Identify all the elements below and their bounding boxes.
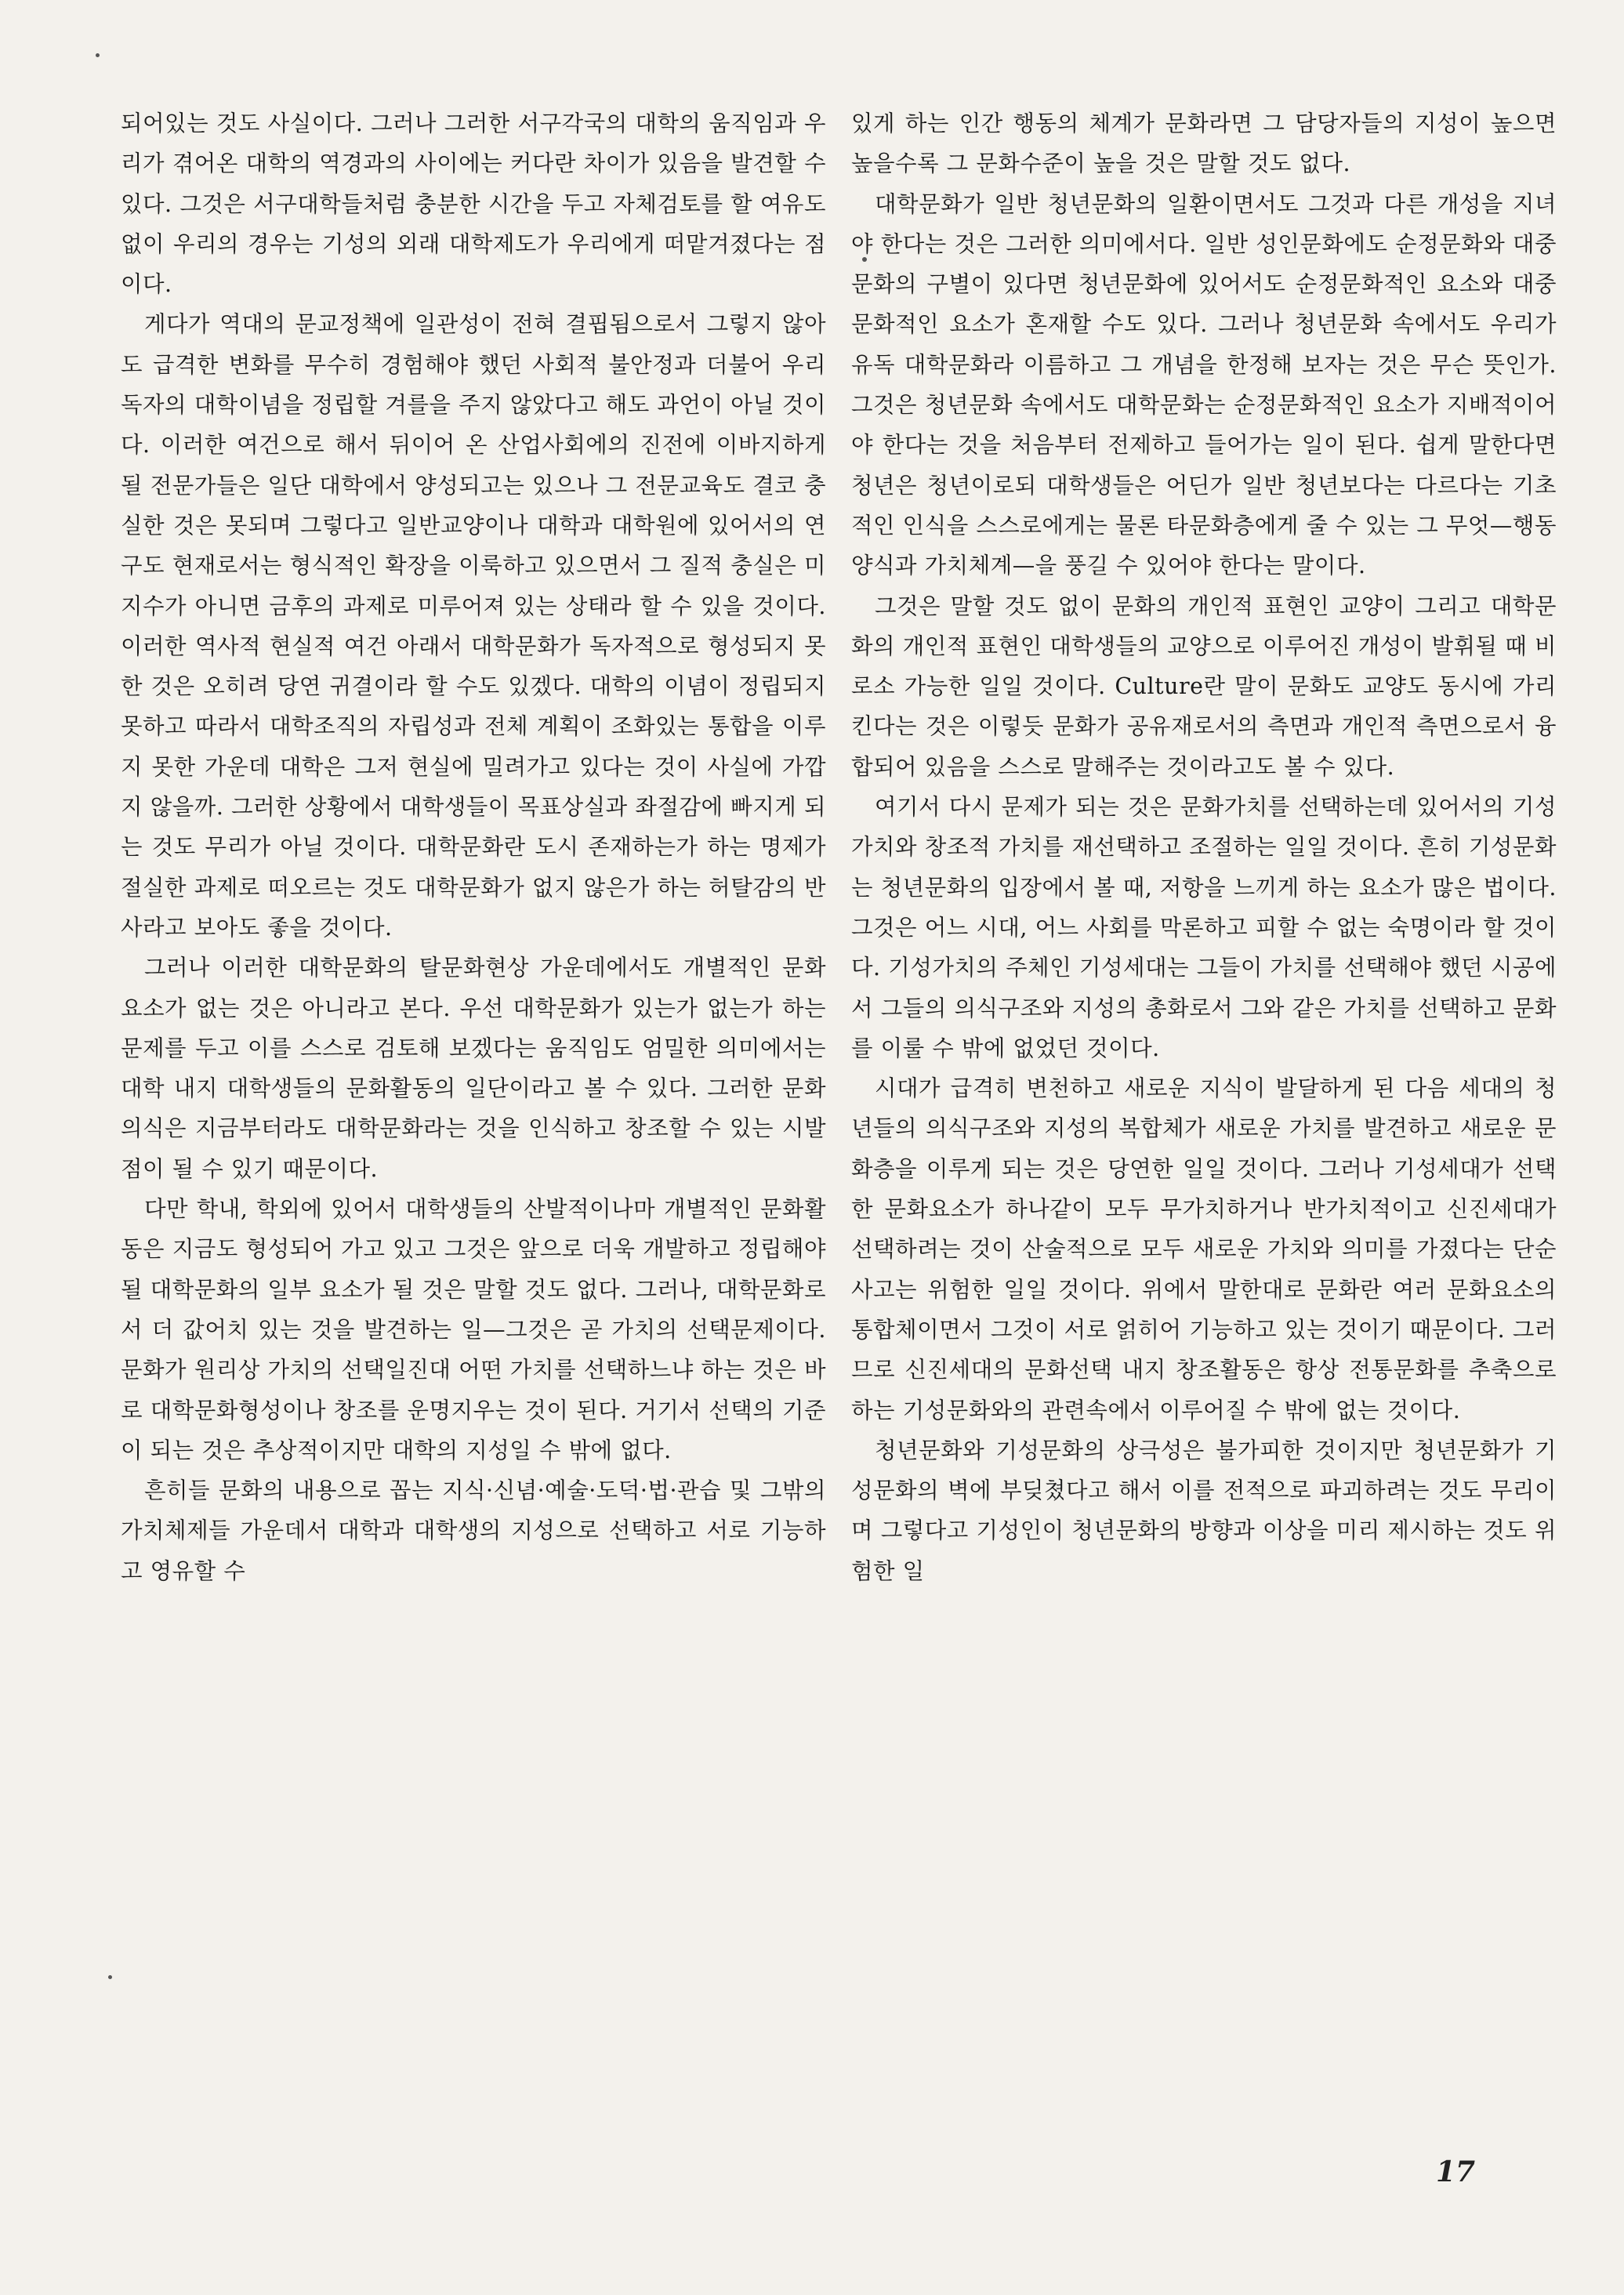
right-column [851, 103, 1557, 2157]
left-column [121, 103, 826, 2157]
paragraph: 게다가 역대의 문교정책에 일관성이 전혀 결핍됨으로서 그렇지 않아도 급격한 변화를 무수히 경험해야 했던 사회적 불안정과 더불어 우리 독자의 대학이념을 정립할 겨를을 주지 않았다고 해도 과언이 아닐 것이다. 이러한 여건으로 해서 뒤이어 온 산업사회에의 진전에 이바지하게 될 전문가들은 일단 대학에서 양성되고는 있으나 그 전문교육도 결코 충실한 것은 못되며 그렇다고 일반교양이나 대학과 대학원에 있어서의 연구도 현재로서는 형식적인 확장을 이룩하고 있으면서 그 질적 충실은 미지수가 아니면 금후의 과제로 미루어져 있는 상태라 할 수 있을 것이다. 이러한 역사적 현실적 여건 아래서 대학문화가 독자적으로 형성되지 못한 것은 오히려 당연 귀결이라 할 수도 있겠다. 대학의 이념이 정립되지 못하고 따라서 대학조직의 자립성과 전체 계획이 조화있는 통합을 이루지 못한 가운데 대학은 그저 현실에 밀려가고 있다는 것이 사실에 가깝지 않을까. 그러한 상황에서 대학생들이 목표상실과 좌절감에 빠지게 되는 것도 무리가 아닐 것이다. 대학문화란 도시 존재하는가 하는 명제가 절실한 과제로 떠오르는 것도 대학문화가 없지 않은가 하는 허탈감의 반사라고 보아도 좋을 것이다. [121, 311, 826, 941]
scan-speck [108, 1975, 112, 1979]
paragraph: 청년문화와 기성문화의 상극성은 불가피한 것이지만 청년문화가 기성문화의 벽에 부딪쳤다고 해서 이를 전적으로 파괴하려는 것도 무리이며 그렇다고 기성인이 청년문화의 방향과 이상을 미리 제시하는 것도 위험한 일 [851, 1437, 1557, 1584]
scan-speck [96, 53, 100, 57]
page-number: 17 [1436, 2155, 1476, 2188]
scan-speck [862, 257, 867, 262]
paragraph: 그것은 말할 것도 없이 문화의 개인적 표현인 교양이 그리고 대학문화의 개인적 표현인 대학생들의 교양으로 이루어진 개성이 발휘될 때 비로소 가능한 일일 것이다. Culture란 말이 문화도 교양도 동시에 가리킨다는 것은 이렇듯 문화가 공유재로서의 측면과 개인적 측면으로서 융합되어 있음을 스스로 말해주는 것이라고도 볼 수 있다. [851, 593, 1557, 780]
paragraph: 여기서 다시 문제가 되는 것은 문화가치를 선택하는데 있어서의 기성가치와 창조적 가치를 재선택하고 조절하는 일일 것이다. 흔히 기성문화는 청년문화의 입장에서 볼 때, 저항을 느끼게 하는 요소가 많은 법이다. 그것은 어느 시대, 어느 사회를 막론하고 피할 수 없는 숙명이라 할 것이다. 기성가치의 주체인 기성세대는 그들이 가치를 선택해야 했던 시공에서 그들의 의식구조와 지성의 총화로서 그와 같은 가치를 선택하고 문화를 이룰 수 밖에 없었던 것이다. [851, 794, 1557, 1061]
paragraph: 되어있는 것도 사실이다. 그러나 그러한 서구각국의 대학의 움직임과 우리가 겪어온 대학의 역경과의 사이에는 커다란 차이가 있음을 발견할 수 있다. 그것은 서구대학들처럼 충분한 시간을 두고 자체검토를 할 여유도 없이 우리의 경우는 기성의 외래 대학제도가 우리에게 떠맡겨졌다는 점이다. [121, 111, 826, 298]
paragraph: 다만 학내, 학외에 있어서 대학생들의 산발적이나마 개별적인 문화활동은 지금도 형성되어 가고 있고 그것은 앞으로 더욱 개발하고 정립해야 될 대학문화의 일부 요소가 될 것은 말할 것도 없다. 그러나, 대학문화로서 더 값어치 있는 것을 발견하는 일—그것은 곧 가치의 선택문제이다. 문화가 원리상 가치의 선택일진대 어떤 가치를 선택하느냐 하는 것은 바로 대학문화형성이나 창조를 운명지우는 것이 된다. 거기서 선택의 기준이 되는 것은 추상적이지만 대학의 지성일 수 밖에 없다. [121, 1196, 826, 1463]
paragraph: 있게 하는 인간 행동의 체계가 문화라면 그 담당자들의 지성이 높으면 높을수록 그 문화수준이 높을 것은 말할 것도 없다. [851, 111, 1557, 177]
paragraph: 시대가 급격히 변천하고 새로운 지식이 발달하게 된 다음 세대의 청년들의 의식구조와 지성의 복합체가 새로운 가치를 발견하고 새로운 문화층을 이루게 되는 것은 당연한 일일 것이다. 그러나 기성세대가 선택한 문화요소가 하나같이 모두 무가치하거나 반가치적이고 신진세대가 선택하려는 것이 산술적으로 모두 새로운 가치와 의미를 가졌다는 단순사고는 위험한 일일 것이다. 위에서 말한대로 문화란 여러 문화요소의 통합체이면서 그것이 서로 얽히어 기능하고 있는 것이기 때문이다. 그러므로 신진세대의 문화선택 내지 창조활동은 항상 전통문화를 추축으로하는 기성문화와의 관련속에서 이루어질 수 밖에 없는 것이다. [851, 1075, 1557, 1423]
paragraph: 흔히들 문화의 내용으로 꼽는 지식·신념·예술·도덕·법·관습 및 그밖의 가치체제들 가운데서 대학과 대학생의 지성으로 선택하고 서로 기능하고 영유할 수 [121, 1477, 826, 1584]
paragraph: 대학문화가 일반 청년문화의 일환이면서도 그것과 다른 개성을 지녀야 한다는 것은 그러한 의미에서다. 일반 성인문화에도 순정문화와 대중문화의 구별이 있다면 청년문화에 있어서도 순정문화적인 요소와 대중문화적인 요소가 혼재할 수도 있다. 그러나 청년문화 속에서도 우리가 유독 대학문화라 이름하고 그 개념을 한정해 보자는 것은 무슨 뜻인가. 그것은 청년문화 속에서도 대학문화는 순정문화적인 요소가 지배적이어야 한다는 것을 처음부터 전제하고 들어가는 일이 된다. 쉽게 말한다면 청년은 청년이로되 대학생들은 어딘가 일반 청년보다는 다르다는 기초적인 인식을 스스로에게는 물론 타문화층에게 줄 수 있는 그 무엇—행동양식과 가치체계—을 풍길 수 있어야 한다는 말이다. [851, 190, 1557, 579]
paragraph: 그러나 이러한 대학문화의 탈문화현상 가운데에서도 개별적인 문화요소가 없는 것은 아니라고 본다. 우선 대학문화가 있는가 없는가 하는 문제를 두고 이를 스스로 검토해 보겠다는 움직임도 엄밀한 의미에서는 대학 내지 대학생들의 문화활동의 일단이라고 볼 수 있다. 그러한 문화의식은 지금부터라도 대학문화라는 것을 인식하고 창조할 수 있는 시발점이 될 수 있기 때문이다. [121, 955, 826, 1182]
